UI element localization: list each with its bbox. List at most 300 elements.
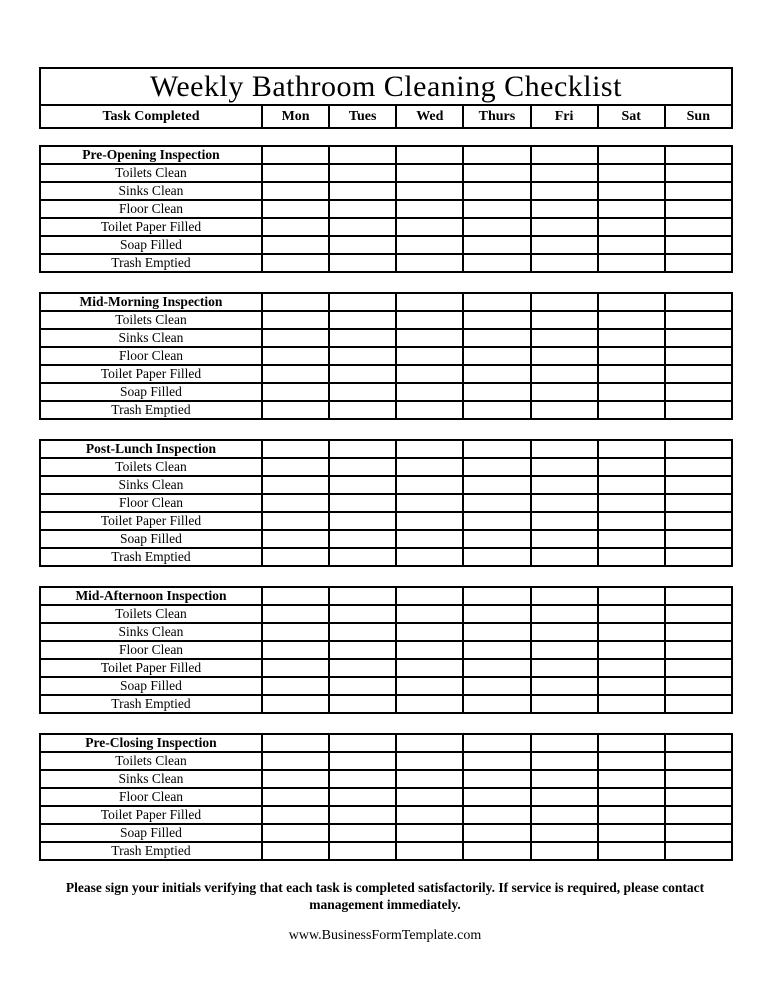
initials-cell-thurs[interactable] (463, 218, 530, 236)
initials-cell-wed[interactable] (396, 677, 463, 695)
task-row (40, 401, 732, 419)
initials-cell-wed[interactable] (396, 146, 463, 164)
initials-cell-wed[interactable] (396, 695, 463, 713)
section-table-mid-morning-inspection (39, 292, 733, 420)
initials-cell-sun[interactable] (665, 365, 732, 383)
section-header-row (40, 440, 732, 458)
task-label: Sinks Clean (40, 182, 262, 200)
task-label: Toilet Paper Filled (40, 806, 262, 824)
initials-cell-tues[interactable] (329, 293, 396, 311)
initials-cell-fri[interactable] (531, 182, 598, 200)
initials-cell-mon[interactable] (262, 329, 329, 347)
initials-cell-mon[interactable] (262, 752, 329, 770)
initials-cell-mon[interactable] (262, 218, 329, 236)
initials-cell-wed[interactable] (396, 293, 463, 311)
initials-cell-mon[interactable] (262, 164, 329, 182)
task-row (40, 329, 732, 347)
initials-cell-wed[interactable] (396, 200, 463, 218)
initials-cell-sun[interactable] (665, 311, 732, 329)
initials-cell-thurs[interactable] (463, 788, 530, 806)
task-label: Soap Filled (40, 530, 262, 548)
task-label: Trash Emptied (40, 695, 262, 713)
section-header-row (40, 293, 732, 311)
initials-cell-tues[interactable] (329, 512, 396, 530)
task-row (40, 254, 732, 272)
initials-cell-tues[interactable] (329, 695, 396, 713)
initials-cell-thurs[interactable] (463, 440, 530, 458)
task-row (40, 512, 732, 530)
initials-cell-thurs[interactable] (463, 824, 530, 842)
initials-cell-sun[interactable] (665, 770, 732, 788)
initials-cell-sun[interactable] (665, 641, 732, 659)
initials-cell-fri[interactable] (531, 347, 598, 365)
initials-cell-sat[interactable] (598, 641, 665, 659)
initials-cell-wed[interactable] (396, 587, 463, 605)
initials-cell-tues[interactable] (329, 494, 396, 512)
initials-cell-sat[interactable] (598, 365, 665, 383)
initials-cell-wed[interactable] (396, 440, 463, 458)
initials-cell-mon[interactable] (262, 458, 329, 476)
initials-cell-sun[interactable] (665, 440, 732, 458)
initials-cell-sun[interactable] (665, 383, 732, 401)
initials-cell-mon[interactable] (262, 365, 329, 383)
initials-cell-thurs[interactable] (463, 146, 530, 164)
initials-cell-tues[interactable] (329, 824, 396, 842)
initials-cell-thurs[interactable] (463, 512, 530, 530)
initials-cell-thurs[interactable] (463, 329, 530, 347)
initials-cell-fri[interactable] (531, 695, 598, 713)
initials-cell-wed[interactable] (396, 218, 463, 236)
initials-cell-fri[interactable] (531, 842, 598, 860)
initials-cell-wed[interactable] (396, 182, 463, 200)
task-label: Sinks Clean (40, 329, 262, 347)
initials-cell-mon[interactable] (262, 677, 329, 695)
section-table-mid-afternoon-inspection (39, 586, 733, 714)
task-label: Toilet Paper Filled (40, 659, 262, 677)
initials-cell-tues[interactable] (329, 734, 396, 752)
initials-cell-mon[interactable] (262, 659, 329, 677)
initials-cell-sat[interactable] (598, 788, 665, 806)
initials-cell-sun[interactable] (665, 200, 732, 218)
initials-cell-fri[interactable] (531, 293, 598, 311)
initials-cell-wed[interactable] (396, 806, 463, 824)
task-row (40, 200, 732, 218)
initials-cell-sun[interactable] (665, 182, 732, 200)
initials-cell-sun[interactable] (665, 164, 732, 182)
initials-cell-tues[interactable] (329, 659, 396, 677)
initials-cell-mon[interactable] (262, 182, 329, 200)
initials-cell-sun[interactable] (665, 806, 732, 824)
initials-cell-fri[interactable] (531, 752, 598, 770)
initials-cell-sat[interactable] (598, 401, 665, 419)
initials-cell-fri[interactable] (531, 494, 598, 512)
initials-cell-sat[interactable] (598, 383, 665, 401)
initials-cell-tues[interactable] (329, 311, 396, 329)
initials-cell-fri[interactable] (531, 236, 598, 254)
task-row (40, 842, 732, 860)
initials-cell-thurs[interactable] (463, 311, 530, 329)
initials-cell-fri[interactable] (531, 623, 598, 641)
task-label: Floor Clean (40, 494, 262, 512)
initials-cell-tues[interactable] (329, 182, 396, 200)
task-label: Soap Filled (40, 677, 262, 695)
initials-cell-fri[interactable] (531, 200, 598, 218)
initials-cell-tues[interactable] (329, 623, 396, 641)
task-row (40, 548, 732, 566)
initials-cell-sat[interactable] (598, 476, 665, 494)
initials-cell-tues[interactable] (329, 218, 396, 236)
initials-cell-tues[interactable] (329, 329, 396, 347)
task-label: Toilets Clean (40, 458, 262, 476)
day-header-thurs: Thurs (463, 105, 530, 128)
initials-cell-mon[interactable] (262, 824, 329, 842)
initials-cell-sat[interactable] (598, 329, 665, 347)
initials-cell-sat[interactable] (598, 254, 665, 272)
initials-cell-sun[interactable] (665, 824, 732, 842)
initials-cell-tues[interactable] (329, 530, 396, 548)
initials-cell-tues[interactable] (329, 383, 396, 401)
initials-cell-sat[interactable] (598, 182, 665, 200)
task-label: Toilet Paper Filled (40, 365, 262, 383)
initials-cell-sun[interactable] (665, 623, 732, 641)
initials-cell-sun[interactable] (665, 659, 732, 677)
initials-cell-sat[interactable] (598, 587, 665, 605)
initials-cell-thurs[interactable] (463, 548, 530, 566)
initials-cell-sun[interactable] (665, 329, 732, 347)
initials-cell-thurs[interactable] (463, 365, 530, 383)
initials-cell-mon[interactable] (262, 311, 329, 329)
initials-cell-tues[interactable] (329, 236, 396, 254)
initials-cell-sat[interactable] (598, 806, 665, 824)
initials-cell-wed[interactable] (396, 512, 463, 530)
initials-cell-tues[interactable] (329, 365, 396, 383)
initials-cell-tues[interactable] (329, 458, 396, 476)
initials-cell-mon[interactable] (262, 293, 329, 311)
initials-cell-fri[interactable] (531, 383, 598, 401)
initials-cell-sat[interactable] (598, 605, 665, 623)
initials-cell-mon[interactable] (262, 236, 329, 254)
initials-cell-fri[interactable] (531, 401, 598, 419)
initials-cell-wed[interactable] (396, 236, 463, 254)
initials-cell-mon[interactable] (262, 200, 329, 218)
initials-cell-mon[interactable] (262, 548, 329, 566)
initials-cell-wed[interactable] (396, 365, 463, 383)
task-label: Toilets Clean (40, 164, 262, 182)
initials-cell-thurs[interactable] (463, 677, 530, 695)
initials-cell-sun[interactable] (665, 476, 732, 494)
initials-cell-fri[interactable] (531, 164, 598, 182)
task-label: Floor Clean (40, 347, 262, 365)
initials-cell-tues[interactable] (329, 440, 396, 458)
initials-cell-fri[interactable] (531, 365, 598, 383)
title-row (40, 68, 732, 105)
initials-cell-thurs[interactable] (463, 605, 530, 623)
initials-cell-wed[interactable] (396, 164, 463, 182)
initials-cell-mon[interactable] (262, 605, 329, 623)
initials-cell-tues[interactable] (329, 347, 396, 365)
initials-cell-wed[interactable] (396, 788, 463, 806)
initials-cell-fri[interactable] (531, 146, 598, 164)
initials-cell-mon[interactable] (262, 806, 329, 824)
initials-cell-sat[interactable] (598, 440, 665, 458)
initials-cell-tues[interactable] (329, 641, 396, 659)
initials-cell-sun[interactable] (665, 752, 732, 770)
initials-cell-fri[interactable] (531, 440, 598, 458)
initials-cell-sun[interactable] (665, 605, 732, 623)
task-row (40, 770, 732, 788)
initials-cell-wed[interactable] (396, 548, 463, 566)
initials-cell-thurs[interactable] (463, 770, 530, 788)
initials-cell-sun[interactable] (665, 677, 732, 695)
initials-cell-sun[interactable] (665, 788, 732, 806)
initials-cell-fri[interactable] (531, 806, 598, 824)
initials-cell-sun[interactable] (665, 218, 732, 236)
initials-cell-thurs[interactable] (463, 587, 530, 605)
initials-cell-mon[interactable] (262, 494, 329, 512)
initials-cell-mon[interactable] (262, 254, 329, 272)
section-title: Pre-Opening Inspection (40, 146, 262, 164)
initials-cell-fri[interactable] (531, 824, 598, 842)
initials-cell-thurs[interactable] (463, 806, 530, 824)
section-table-post-lunch-inspection (39, 439, 733, 567)
initials-cell-thurs[interactable] (463, 236, 530, 254)
initials-cell-thurs[interactable] (463, 659, 530, 677)
task-row (40, 659, 732, 677)
section-title: Mid-Afternoon Inspection (40, 587, 262, 605)
initials-cell-wed[interactable] (396, 530, 463, 548)
task-row (40, 365, 732, 383)
initials-cell-sun[interactable] (665, 458, 732, 476)
initials-cell-sat[interactable] (598, 677, 665, 695)
initials-cell-tues[interactable] (329, 605, 396, 623)
initials-cell-mon[interactable] (262, 440, 329, 458)
initials-cell-sat[interactable] (598, 347, 665, 365)
initials-cell-sat[interactable] (598, 311, 665, 329)
initials-cell-mon[interactable] (262, 383, 329, 401)
initials-cell-sat[interactable] (598, 842, 665, 860)
initials-cell-sun[interactable] (665, 695, 732, 713)
initials-cell-fri[interactable] (531, 476, 598, 494)
task-row (40, 458, 732, 476)
initials-cell-sat[interactable] (598, 734, 665, 752)
initials-cell-thurs[interactable] (463, 200, 530, 218)
initials-cell-mon[interactable] (262, 347, 329, 365)
task-row (40, 182, 732, 200)
initials-cell-sat[interactable] (598, 293, 665, 311)
initials-cell-thurs[interactable] (463, 293, 530, 311)
initials-cell-fri[interactable] (531, 548, 598, 566)
initials-cell-wed[interactable] (396, 623, 463, 641)
task-label: Floor Clean (40, 641, 262, 659)
initials-cell-fri[interactable] (531, 770, 598, 788)
initials-cell-sat[interactable] (598, 218, 665, 236)
initials-cell-mon[interactable] (262, 146, 329, 164)
initials-cell-tues[interactable] (329, 587, 396, 605)
initials-cell-sun[interactable] (665, 512, 732, 530)
initials-cell-sun[interactable] (665, 146, 732, 164)
initials-cell-fri[interactable] (531, 788, 598, 806)
task-row (40, 218, 732, 236)
initials-cell-sat[interactable] (598, 164, 665, 182)
initials-cell-tues[interactable] (329, 401, 396, 419)
initials-cell-thurs[interactable] (463, 182, 530, 200)
initials-cell-sun[interactable] (665, 494, 732, 512)
initials-cell-sun[interactable] (665, 548, 732, 566)
initials-cell-wed[interactable] (396, 401, 463, 419)
initials-cell-mon[interactable] (262, 401, 329, 419)
initials-cell-mon[interactable] (262, 623, 329, 641)
initials-cell-mon[interactable] (262, 770, 329, 788)
initials-cell-fri[interactable] (531, 218, 598, 236)
section-title: Post-Lunch Inspection (40, 440, 262, 458)
initials-cell-tues[interactable] (329, 677, 396, 695)
initials-cell-thurs[interactable] (463, 347, 530, 365)
initials-cell-sat[interactable] (598, 623, 665, 641)
initials-cell-sat[interactable] (598, 236, 665, 254)
initials-cell-tues[interactable] (329, 548, 396, 566)
initials-cell-sat[interactable] (598, 530, 665, 548)
section-table-pre-opening-inspection (39, 145, 733, 273)
initials-cell-fri[interactable] (531, 587, 598, 605)
initials-cell-wed[interactable] (396, 734, 463, 752)
initials-cell-sat[interactable] (598, 494, 665, 512)
initials-cell-sun[interactable] (665, 401, 732, 419)
initials-cell-tues[interactable] (329, 200, 396, 218)
task-label: Toilet Paper Filled (40, 512, 262, 530)
initials-cell-tues[interactable] (329, 476, 396, 494)
initials-cell-thurs[interactable] (463, 401, 530, 419)
initials-cell-mon[interactable] (262, 788, 329, 806)
initials-cell-sun[interactable] (665, 347, 732, 365)
initials-cell-thurs[interactable] (463, 842, 530, 860)
initials-cell-tues[interactable] (329, 842, 396, 860)
initials-cell-wed[interactable] (396, 476, 463, 494)
initials-cell-sat[interactable] (598, 146, 665, 164)
task-row (40, 311, 732, 329)
initials-cell-thurs[interactable] (463, 695, 530, 713)
initials-cell-sun[interactable] (665, 236, 732, 254)
task-label: Trash Emptied (40, 548, 262, 566)
initials-cell-thurs[interactable] (463, 734, 530, 752)
initials-cell-wed[interactable] (396, 842, 463, 860)
day-header-row (40, 105, 732, 128)
initials-cell-fri[interactable] (531, 530, 598, 548)
initials-cell-tues[interactable] (329, 770, 396, 788)
initials-cell-wed[interactable] (396, 659, 463, 677)
initials-cell-sun[interactable] (665, 842, 732, 860)
initials-cell-thurs[interactable] (463, 254, 530, 272)
initials-cell-wed[interactable] (396, 254, 463, 272)
initials-cell-thurs[interactable] (463, 641, 530, 659)
initials-cell-wed[interactable] (396, 770, 463, 788)
initials-cell-tues[interactable] (329, 146, 396, 164)
initials-cell-mon[interactable] (262, 695, 329, 713)
initials-cell-wed[interactable] (396, 605, 463, 623)
task-row (40, 806, 732, 824)
initials-cell-mon[interactable] (262, 842, 329, 860)
initials-cell-mon[interactable] (262, 476, 329, 494)
initials-cell-thurs[interactable] (463, 494, 530, 512)
initials-cell-tues[interactable] (329, 752, 396, 770)
initials-cell-tues[interactable] (329, 164, 396, 182)
initials-cell-sun[interactable] (665, 530, 732, 548)
initials-cell-sat[interactable] (598, 752, 665, 770)
day-header-sun: Sun (665, 105, 732, 128)
task-row (40, 695, 732, 713)
initials-cell-mon[interactable] (262, 587, 329, 605)
initials-cell-sat[interactable] (598, 458, 665, 476)
initials-cell-fri[interactable] (531, 605, 598, 623)
initials-cell-sun[interactable] (665, 293, 732, 311)
initials-cell-thurs[interactable] (463, 530, 530, 548)
initials-cell-thurs[interactable] (463, 752, 530, 770)
initials-cell-wed[interactable] (396, 494, 463, 512)
initials-cell-fri[interactable] (531, 512, 598, 530)
section-table-pre-closing-inspection (39, 733, 733, 861)
initials-cell-sun[interactable] (665, 734, 732, 752)
initials-cell-wed[interactable] (396, 458, 463, 476)
initials-cell-sat[interactable] (598, 548, 665, 566)
footer-note: Please sign your initials verifying that each task is completed satisfactorily. If service is required, please contact management immediately. (65, 880, 705, 912)
initials-cell-fri[interactable] (531, 659, 598, 677)
initials-cell-sat[interactable] (598, 695, 665, 713)
initials-cell-thurs[interactable] (463, 623, 530, 641)
initials-cell-wed[interactable] (396, 752, 463, 770)
initials-cell-sat[interactable] (598, 770, 665, 788)
initials-cell-wed[interactable] (396, 311, 463, 329)
initials-cell-sun[interactable] (665, 587, 732, 605)
initials-cell-wed[interactable] (396, 329, 463, 347)
initials-cell-thurs[interactable] (463, 476, 530, 494)
initials-cell-tues[interactable] (329, 788, 396, 806)
section-header-row (40, 734, 732, 752)
task-label: Trash Emptied (40, 254, 262, 272)
day-header-sat: Sat (598, 105, 665, 128)
initials-cell-thurs[interactable] (463, 164, 530, 182)
task-label: Toilets Clean (40, 605, 262, 623)
initials-cell-mon[interactable] (262, 734, 329, 752)
initials-cell-mon[interactable] (262, 530, 329, 548)
initials-cell-sat[interactable] (598, 824, 665, 842)
initials-cell-tues[interactable] (329, 254, 396, 272)
initials-cell-mon[interactable] (262, 641, 329, 659)
initials-cell-fri[interactable] (531, 329, 598, 347)
initials-cell-sun[interactable] (665, 254, 732, 272)
initials-cell-wed[interactable] (396, 824, 463, 842)
initials-cell-wed[interactable] (396, 641, 463, 659)
initials-cell-fri[interactable] (531, 254, 598, 272)
initials-cell-wed[interactable] (396, 347, 463, 365)
initials-cell-fri[interactable] (531, 458, 598, 476)
initials-cell-fri[interactable] (531, 641, 598, 659)
initials-cell-thurs[interactable] (463, 458, 530, 476)
initials-cell-sat[interactable] (598, 200, 665, 218)
task-row (40, 236, 732, 254)
initials-cell-wed[interactable] (396, 383, 463, 401)
initials-cell-sat[interactable] (598, 659, 665, 677)
day-header-fri: Fri (531, 105, 598, 128)
initials-cell-fri[interactable] (531, 734, 598, 752)
initials-cell-sat[interactable] (598, 512, 665, 530)
initials-cell-tues[interactable] (329, 806, 396, 824)
task-row (40, 824, 732, 842)
initials-cell-thurs[interactable] (463, 383, 530, 401)
task-row (40, 788, 732, 806)
initials-cell-mon[interactable] (262, 512, 329, 530)
task-label: Toilet Paper Filled (40, 218, 262, 236)
initials-cell-fri[interactable] (531, 677, 598, 695)
initials-cell-fri[interactable] (531, 311, 598, 329)
